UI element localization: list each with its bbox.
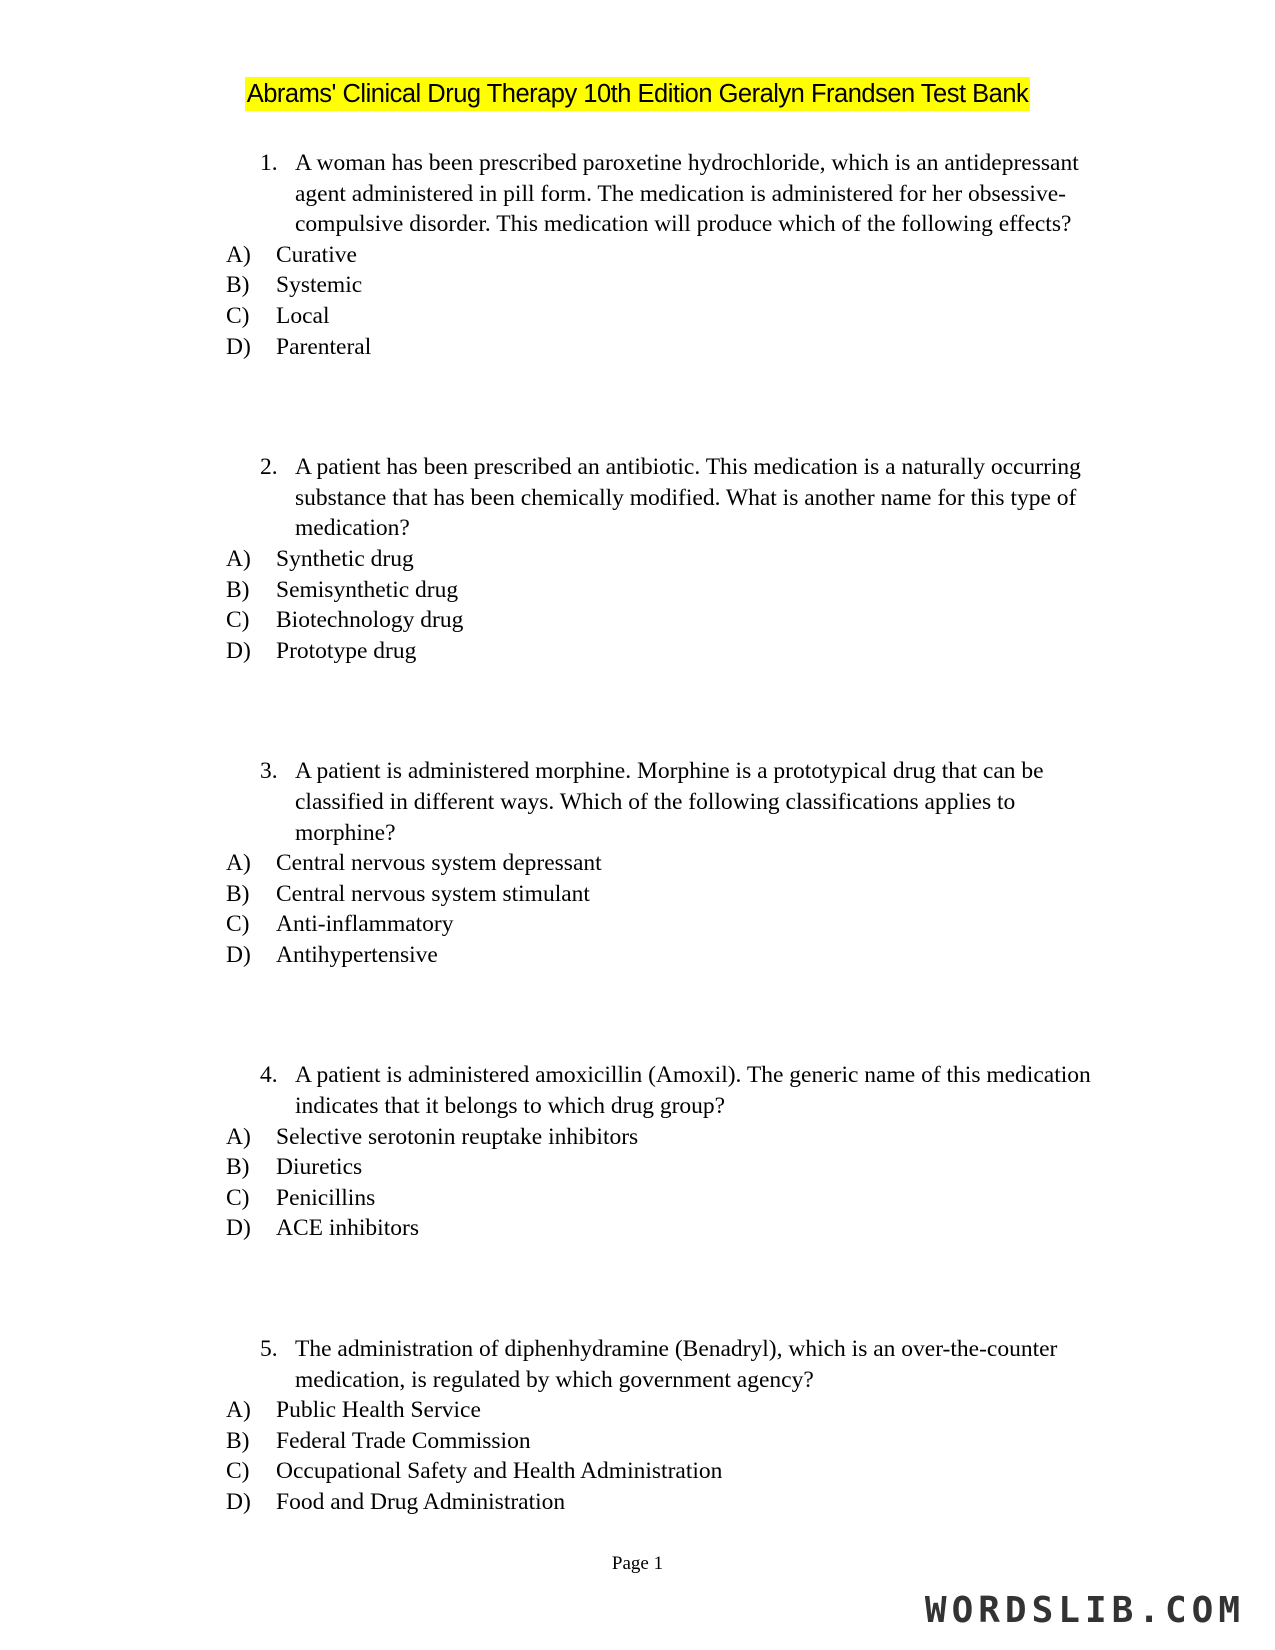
- option-letter: C): [226, 911, 250, 938]
- answer-option: [0, 848, 1275, 879]
- answer-option: [0, 544, 1275, 575]
- page-number: Page 1: [611, 1553, 664, 1574]
- answer-option: [0, 1213, 1275, 1244]
- option-text: Local: [276, 302, 330, 329]
- option-text: Parenteral: [276, 333, 372, 360]
- option-text: Semisynthetic drug: [276, 576, 459, 603]
- option-letter: C): [226, 1458, 250, 1485]
- answer-option: [0, 1183, 1275, 1214]
- option-letter: D): [226, 333, 251, 360]
- option-letter: D): [226, 941, 251, 968]
- option-text: Central nervous system stimulant: [276, 880, 590, 907]
- option-text: Anti-inflammatory: [276, 911, 454, 938]
- answer-option: [0, 1122, 1275, 1153]
- option-letter: D): [226, 1215, 251, 1242]
- option-text: Antihypertensive: [276, 941, 438, 968]
- question-stem: [260, 452, 1115, 544]
- question-stem: [260, 1060, 1115, 1121]
- option-letter: B): [226, 576, 250, 603]
- option-text: Federal Trade Commission: [276, 1427, 531, 1454]
- answer-option: [0, 270, 1275, 301]
- answer-option: [0, 332, 1275, 363]
- option-letter: C): [226, 607, 250, 634]
- option-letter: A): [226, 1397, 251, 1424]
- option-text: Public Health Service: [276, 1397, 481, 1424]
- answer-option: [0, 1487, 1275, 1518]
- option-letter: C): [226, 1184, 250, 1211]
- option-text: Curative: [276, 241, 357, 268]
- option-text: Prototype drug: [276, 637, 417, 664]
- option-text: Occupational Safety and Health Administration: [276, 1458, 723, 1485]
- answer-option: [0, 1395, 1275, 1426]
- question-number: 5.: [260, 1336, 278, 1363]
- option-letter: B): [226, 1154, 250, 1181]
- question-text: A woman has been prescribed paroxetine hydrochloride, which is an antidepressant agent administered in pill form. The medication is administered for her obsessive-compulsive disorder. This medication will produce which of the following effects?: [295, 150, 1079, 238]
- answer-option: [0, 1456, 1275, 1487]
- answer-option: [0, 1152, 1275, 1183]
- option-text: Synthetic drug: [276, 545, 414, 572]
- option-text: Selective serotonin reuptake inhibitors: [276, 1123, 639, 1150]
- question-text: A patient has been prescribed an antibiotic. This medication is a naturally occurring substance that has been chemically modified. What is another name for this type of medication?: [295, 454, 1081, 542]
- question-number: 2.: [260, 454, 278, 481]
- answer-option: [0, 879, 1275, 910]
- answer-option: [0, 940, 1275, 971]
- question-text: The administration of diphenhydramine (Benadryl), which is an over-the-counter medication, is regulated by which government agency?: [295, 1336, 1058, 1393]
- answer-option: [0, 605, 1275, 636]
- question-stem: [260, 1334, 1115, 1395]
- question-text: A patient is administered morphine. Morphine is a prototypical drug that can be classified in different ways. Which of the following classifications applies to morphine?: [295, 758, 1044, 846]
- answer-option: [0, 1426, 1275, 1457]
- option-text: ACE inhibitors: [276, 1215, 419, 1242]
- option-text: Diuretics: [276, 1154, 363, 1181]
- question-number: 3.: [260, 758, 278, 785]
- question-stem: [260, 756, 1115, 848]
- option-letter: A): [226, 545, 251, 572]
- title-container: [0, 77, 1275, 111]
- question-text: A patient is administered amoxicillin (Amoxil). The generic name of this medication indicates that it belongs to which drug group?: [295, 1062, 1091, 1120]
- option-letter: A): [226, 1123, 251, 1150]
- question-item: [0, 1060, 1275, 1244]
- answer-option: [0, 301, 1275, 332]
- answer-option: [0, 636, 1275, 667]
- question-number: 4.: [260, 1062, 278, 1089]
- option-text: Systemic: [276, 272, 363, 299]
- question-item: [0, 452, 1275, 666]
- document-title: Abrams' Clinical Drug Therapy 10th Edition Geralyn Frandsen Test Bank: [245, 77, 1031, 111]
- question-item: [0, 148, 1275, 362]
- question-item: [0, 1334, 1275, 1518]
- option-letter: A): [226, 850, 251, 877]
- question-list: [0, 148, 1275, 1608]
- answer-option: [0, 240, 1275, 271]
- answer-option: [0, 575, 1275, 606]
- option-text: Penicillins: [276, 1184, 376, 1211]
- option-letter: D): [226, 637, 251, 664]
- option-letter: C): [226, 302, 250, 329]
- option-letter: D): [226, 1489, 251, 1515]
- question-stem: [260, 148, 1115, 240]
- option-text: Biotechnology drug: [276, 607, 464, 634]
- watermark: WORDSLIB.COM: [924, 1590, 1245, 1631]
- option-letter: A): [226, 241, 251, 268]
- option-text: Food and Drug Administration: [276, 1489, 566, 1515]
- question-item: [0, 756, 1275, 970]
- answer-option: [0, 909, 1275, 940]
- question-number: 1.: [260, 150, 278, 176]
- option-letter: B): [226, 880, 250, 907]
- option-text: Central nervous system depressant: [276, 850, 602, 877]
- option-letter: B): [226, 1427, 250, 1454]
- option-letter: B): [226, 272, 250, 299]
